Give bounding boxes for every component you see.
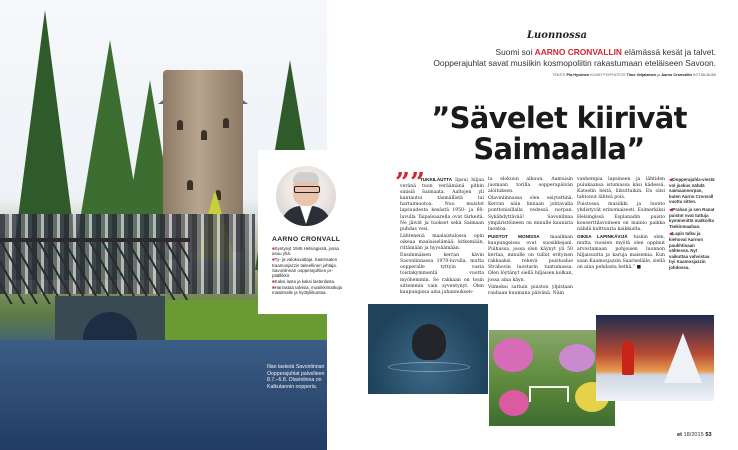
subheading-name: AARNO CRONVALLIN [534,47,622,57]
credits-photographer: Timo Veijalainen [626,73,657,77]
column-text: vanhempia lapsineen ja lähtiden puiukaansa istumassa käsi kädessä. Katselin heitä, liikuttuikin. En olisi tahtonut lähteä pois. [577,177,665,201]
subheading-after: elämässä kesät ja talvet. [621,47,716,57]
profile-fact: ■ Harrastaa talvisia, musiikkimatkoja maailmalle ja hyötyliikuntaa. [272,285,348,296]
column-lead: PUISTOT MONISSA [488,233,540,239]
article-column-2 [488,177,573,298]
headline-line1: ”Sävelet kiirivät [431,101,687,135]
portrait-avatar [276,166,336,226]
lapland-photo [596,315,714,401]
folio-brand: et [677,432,682,438]
column-text: ta elokuun alkuun. Aamuisin juomaan torilla oopperapäivän aloituksen. [488,177,573,195]
subheading-before: Suomi soi [495,47,535,57]
column-lead: TUKKILAUTTA [420,177,453,182]
credits-mid2: ja [656,73,662,77]
profile-facts [272,246,348,296]
article-column-1 [400,177,484,297]
credits-tail: KOTIALBUMI [691,73,716,77]
folio-issue: 18/2015 [681,432,706,438]
headline-line2: Saimaalla” [473,132,645,166]
column-text: Olavinlinnassa olen esiytettinä. Kerran näin linnaan johtavalla ponttonisillalla vedessä norpan. Sykähdyttävää! Savonlinna ympäristöineen on minulle kaunista luontoa. [488,196,573,232]
profile-fact: ■ Syntynyt 1945 Helsingissä, jossa asuu yhä. [272,246,348,257]
credits-mid: KUVAT PIXPHOTOS [589,73,627,77]
profile-fact: ■ Kaksi lasta ja kaksi lastenlasta. [272,279,348,284]
seal-photo [368,304,488,394]
column-text: Viimeksi sattuin puiston ylpistaan rauhaan kuumana päivänä. Näin [488,284,573,296]
photo-caption: Illan lasketä Savonlinnan Oopperajuhlat palvelleen 8.7.–6.8. Olavinlinna on Kalkutannin oopperia. [267,364,325,390]
column-text: Puistossa musiikki ja luonto yhdistyvät erinomaisesti. Esimerkiksi Helsingissä Esplanadin puisto konserttilavoineen on mainio paikka nähdä kulttuuria kaikkialta. [577,202,665,232]
article-column-3 [577,177,665,272]
column-text: tuskin olen, mutta vuosien myötä olen oppinut arvostamaan pohjoisen luonnon hiljaisuutta ja karuja maisemia. Kun saan Kaamosjazzin Saariselälle, siellä on aina pehdasta hetkä.” ■ [577,234,665,271]
column-text: lipsui hiljaa veränä tuon veräämänä pitkin sinisiä Saimaata. Aaltojen yli kantautui täsmällistä tai hartaimuotoa. Nuo muistot lapsuudesta kesästä 1950- ja 60-luvulla Taipalsaarella ovat tärkeitä. Ne jäivät ja tuokset sekä Saimaan puhdas vesi. [400,178,484,232]
side-caption: ◀ Prahan ja sen Ranat puistot ovat tuttuja kymmenittä matkoilta Tsekinmaahan. [669,207,715,229]
credits-author: Pia Hyvönen [566,73,590,77]
column-text: maailman kaupungeissa ovat suosikkejani. Puihussa, jossa olen käynyt yli 50 kertaa, minulle on tullut erityisen rakkaaksi rehevä puistoalue Strahovin luostarin tuntumassa. Olen löytänyt siellä hiljaisen kolkan, jossa aina käyn. [488,234,573,283]
side-caption: ◀ Oopperajuhla-viestä vol joskus nähdä saimaannorpan, kuten Aarno Cronvall vuotta sitten. [669,177,715,205]
page-folio [677,432,712,438]
side-captions [669,177,715,273]
profile-fact: ■ Ty- ja valokuvattaja. Saarnsaten Kaamosjazzin taiteellinen johtaja. Savonlinnan oopperajuhlien pr-päällikkö. [272,257,348,279]
credits-archive: Aarno Cronvallin [661,73,692,77]
main-headline [400,103,718,165]
side-caption: ◀ Lapin talku ja kiehoval Aarnon paukhtinaan vähtessä. Nyt vaikuttaa vahvistaa hyi Kaamosjazzin johdossa. [669,231,715,270]
column-lead: OIKEA LAPINKÄVIJÄ [577,233,628,239]
subheading-line2: Oopperajuhlat savat musiikin kosmopoliitin rakastumaan eteläiseen Savoon. [433,58,716,68]
folio-page: 53 [705,432,712,438]
column-text: Lähtenenä maalaistalossa opin oikeaa maalaiselämää: kitkemään, rittämään ja hyysäämään. [400,233,484,252]
profile-name: AARNO CRONVALL [272,236,341,243]
credits [406,73,716,77]
column-text: Ensimmäisen kerran kävin Savonlinnassa 1970-luvulla, mutta oopperalle tyttyin vasta toistakymmentä vuotta myöhemmin. Se rakkaan on tosin sittemmin vain syventynyt. Olen kaupungissa aina juhannuksen- [400,253,484,295]
section-logo: Luonnossa [527,30,587,41]
profile-box [258,150,344,314]
subheading [406,47,716,69]
quote-mark-icon: ”” [395,168,425,198]
credits-label: TEKSTI [552,73,566,77]
